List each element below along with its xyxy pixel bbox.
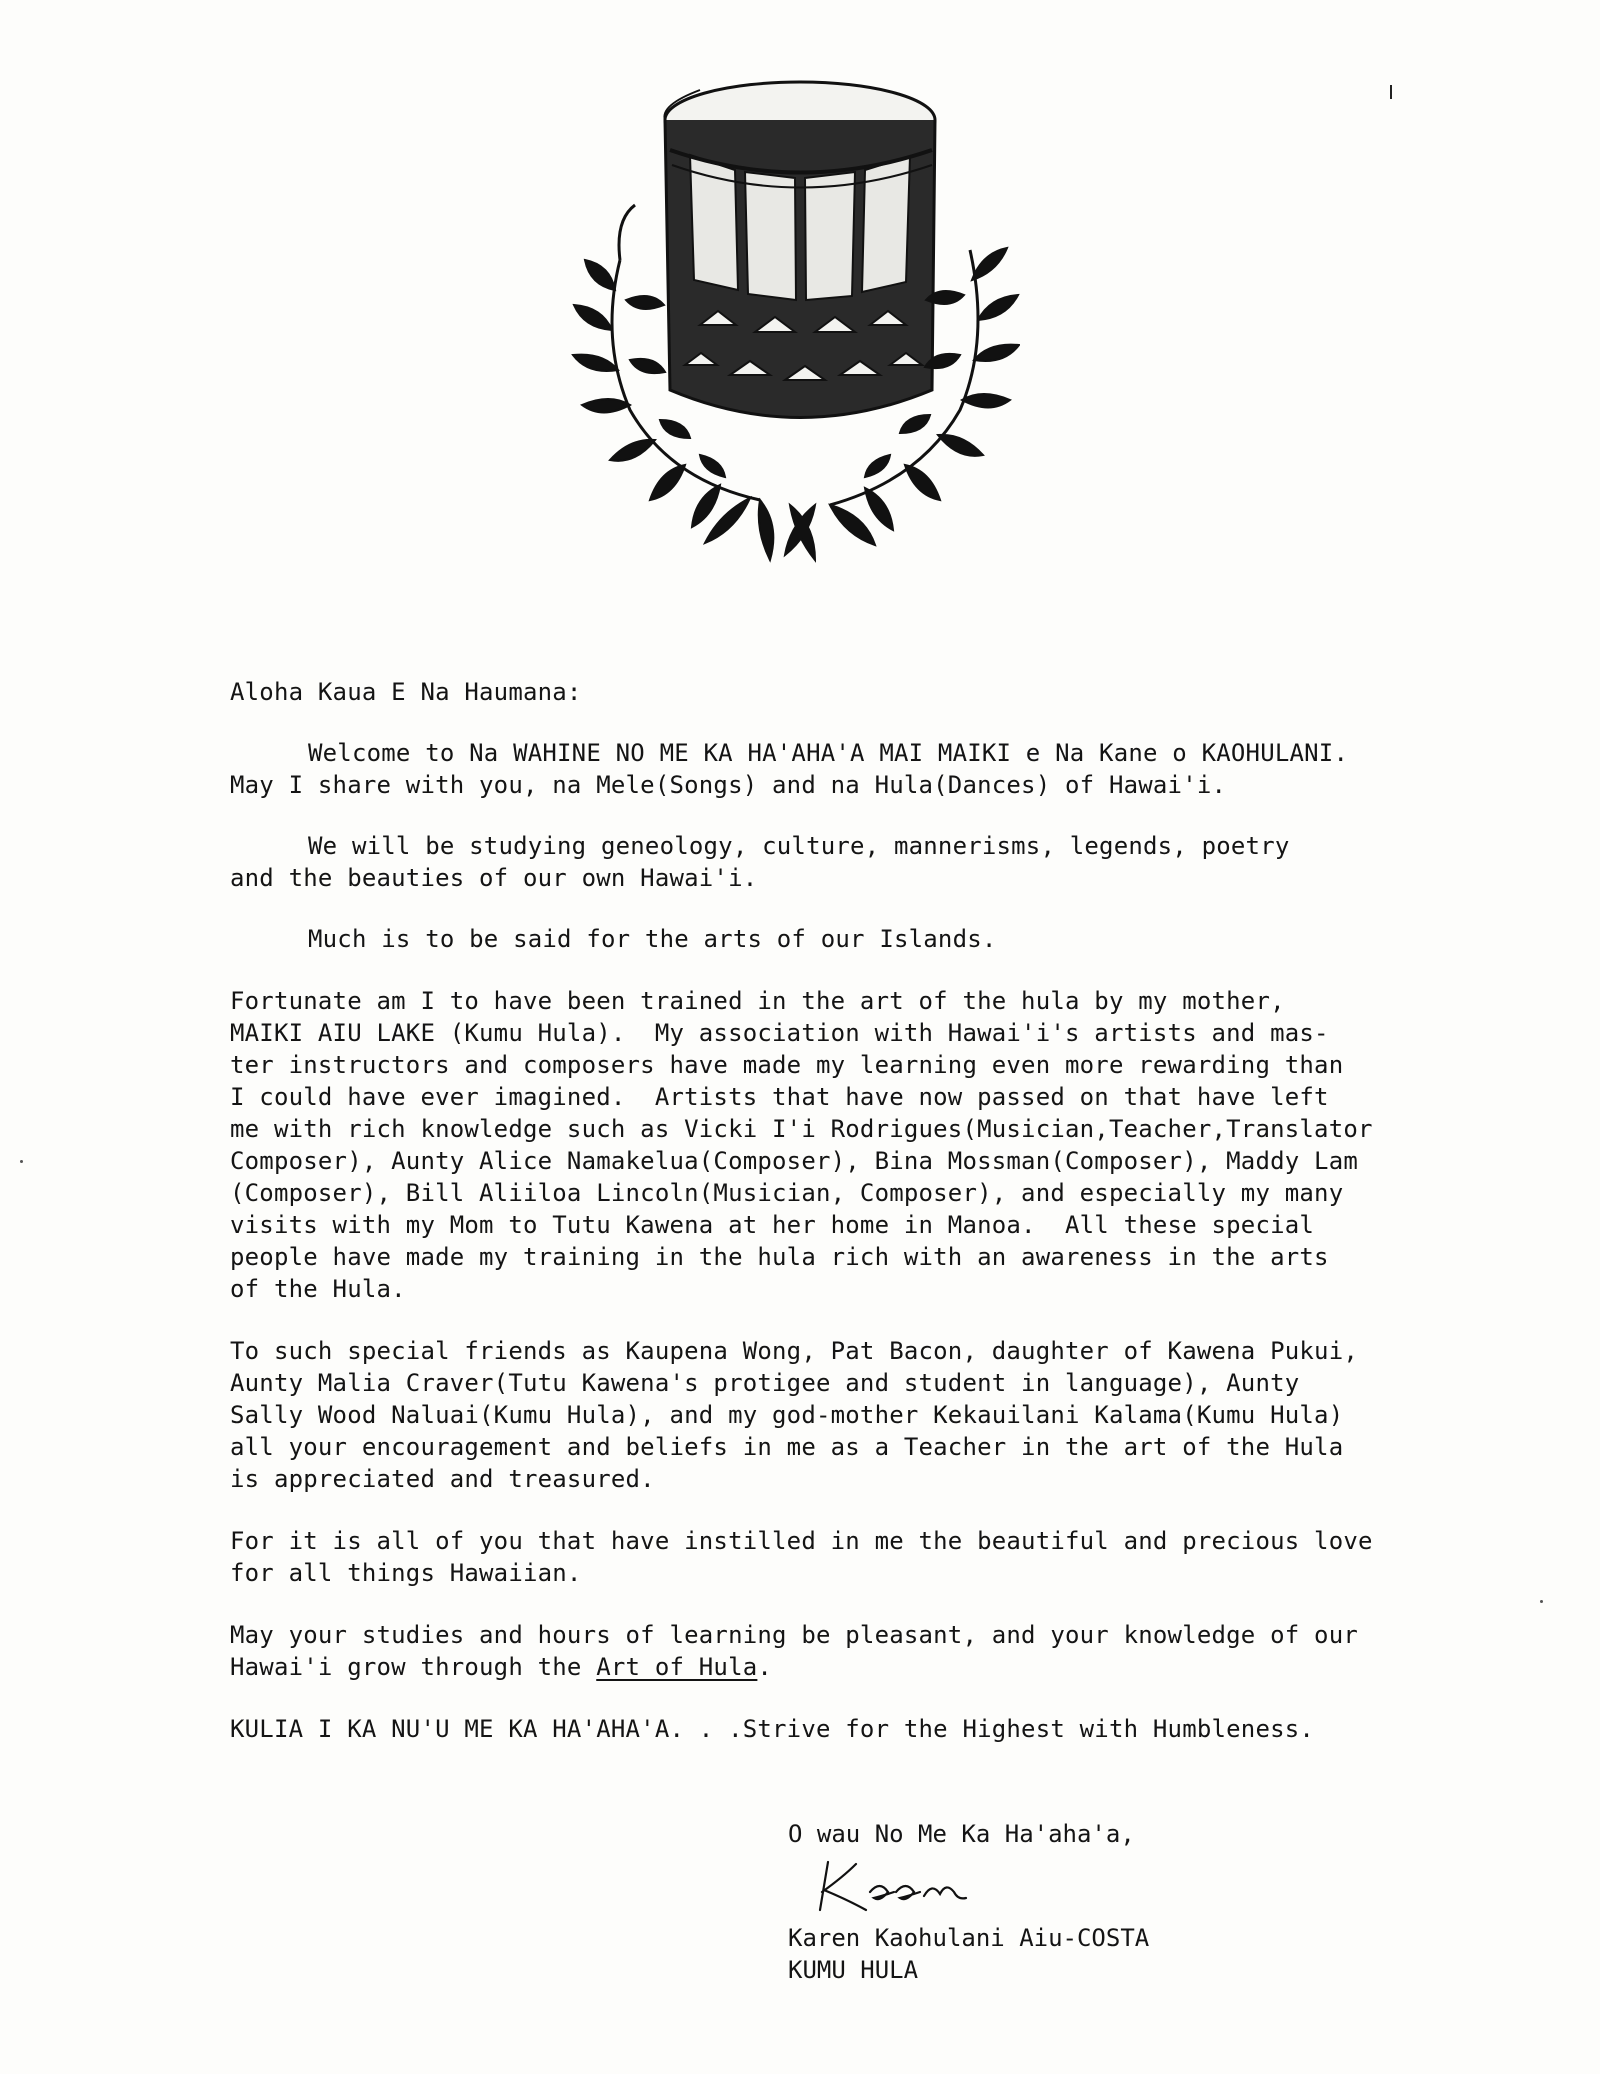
paragraph-line (230, 1651, 1490, 1683)
paragraph-line: for all things Hawaiian. (230, 1559, 582, 1587)
paragraph-line: ter instructors and composers have made my learning even more rewarding than (230, 1051, 1344, 1079)
paragraph-line: visits with my Mom to Tutu Kawena at her home in Manoa. All these special (230, 1211, 1315, 1239)
paragraph-line: We will be studying geneology, culture, mannerisms, legends, poetry (308, 832, 1290, 860)
paragraph-line: me with rich knowledge such as Vicki I'i Rodrigues(Musician,Teacher,Translator (230, 1115, 1373, 1143)
signature (788, 1852, 1388, 1922)
text-fragment: . (757, 1653, 773, 1681)
closing: O wau No Me Ka Ha'aha'a, (788, 1820, 1135, 1848)
paragraph-line: Aunty Malia Craver(Tutu Kawena's protigee and student in language), Aunty (230, 1369, 1300, 1397)
paragraph-line: all your encouragement and beliefs in me as a Teacher in the art of the Hula (230, 1433, 1344, 1461)
signer-name: Karen Kaohulani Aiu-COSTA (788, 1924, 1150, 1952)
paragraph-line: May your studies and hours of learning be pleasant, and your knowledge of our (230, 1621, 1358, 1649)
closing-block (788, 1818, 1388, 1986)
paragraph-line: is appreciated and treasured. (230, 1465, 655, 1493)
paragraph-line: To such special friends as Kaupena Wong, Pat Bacon, daughter of Kawena Pukui, (230, 1337, 1358, 1365)
paragraph-line: I could have ever imagined. Artists that have now passed on that have left (230, 1083, 1329, 1111)
paragraph-line: and the beauties of our own Hawai'i. (230, 864, 758, 892)
text-fragment: Hawai'i grow through the (230, 1653, 597, 1681)
paragraph-line: Sally Wood Naluai(Kumu Hula), and my god-mother Kekauilani Kalama(Kumu Hula) (230, 1401, 1344, 1429)
signer-title: KUMU HULA (788, 1956, 919, 1984)
paragraph-line: Welcome to Na WAHINE NO ME KA HA'AHA'A MAI MAIKI e Na Kane o KAOHULANI. (308, 739, 1349, 767)
stray-dot (20, 1160, 23, 1163)
signature-script-icon (808, 1852, 1008, 1918)
salutation: Aloha Kaua E Na Haumana: (230, 678, 582, 706)
paragraph-line: MAIKI AIU LAKE (Kumu Hula). My association with Hawai'i's artists and mas- (230, 1019, 1329, 1047)
stray-dot (1540, 1600, 1543, 1603)
motto: KULIA I KA NU'U ME KA HA'AHA'A. . .Strive for the Highest with Humbleness. (230, 1715, 1315, 1743)
paragraph-line: of the Hula. (230, 1275, 406, 1303)
paragraph-line: Much is to be said for the arts of our Islands. (308, 925, 997, 953)
paragraph-line: May I share with you, na Mele(Songs) and na Hula(Dances) of Hawai'i. (230, 771, 1227, 799)
signature-text (788, 1852, 789, 1853)
underlined-text: Art of Hula (596, 1653, 758, 1681)
letter-body (230, 676, 1490, 1745)
paragraph-line: Composer), Aunty Alice Namakelua(Composer), Bina Mossman(Composer), Maddy Lam (230, 1147, 1358, 1175)
paragraph-line: Fortunate am I to have been trained in the art of the hula by my mother, (230, 987, 1285, 1015)
paragraph-line: people have made my training in the hula rich with an awareness in the arts (230, 1243, 1329, 1271)
hula-drum-icon (560, 60, 1020, 620)
paragraph-line: For it is all of you that have instilled in me the beautiful and precious love (230, 1527, 1373, 1555)
stray-mark (1390, 85, 1392, 99)
paragraph-line: (Composer), Bill Aliiloa Lincoln(Musician, Composer), and especially my many (230, 1179, 1344, 1207)
